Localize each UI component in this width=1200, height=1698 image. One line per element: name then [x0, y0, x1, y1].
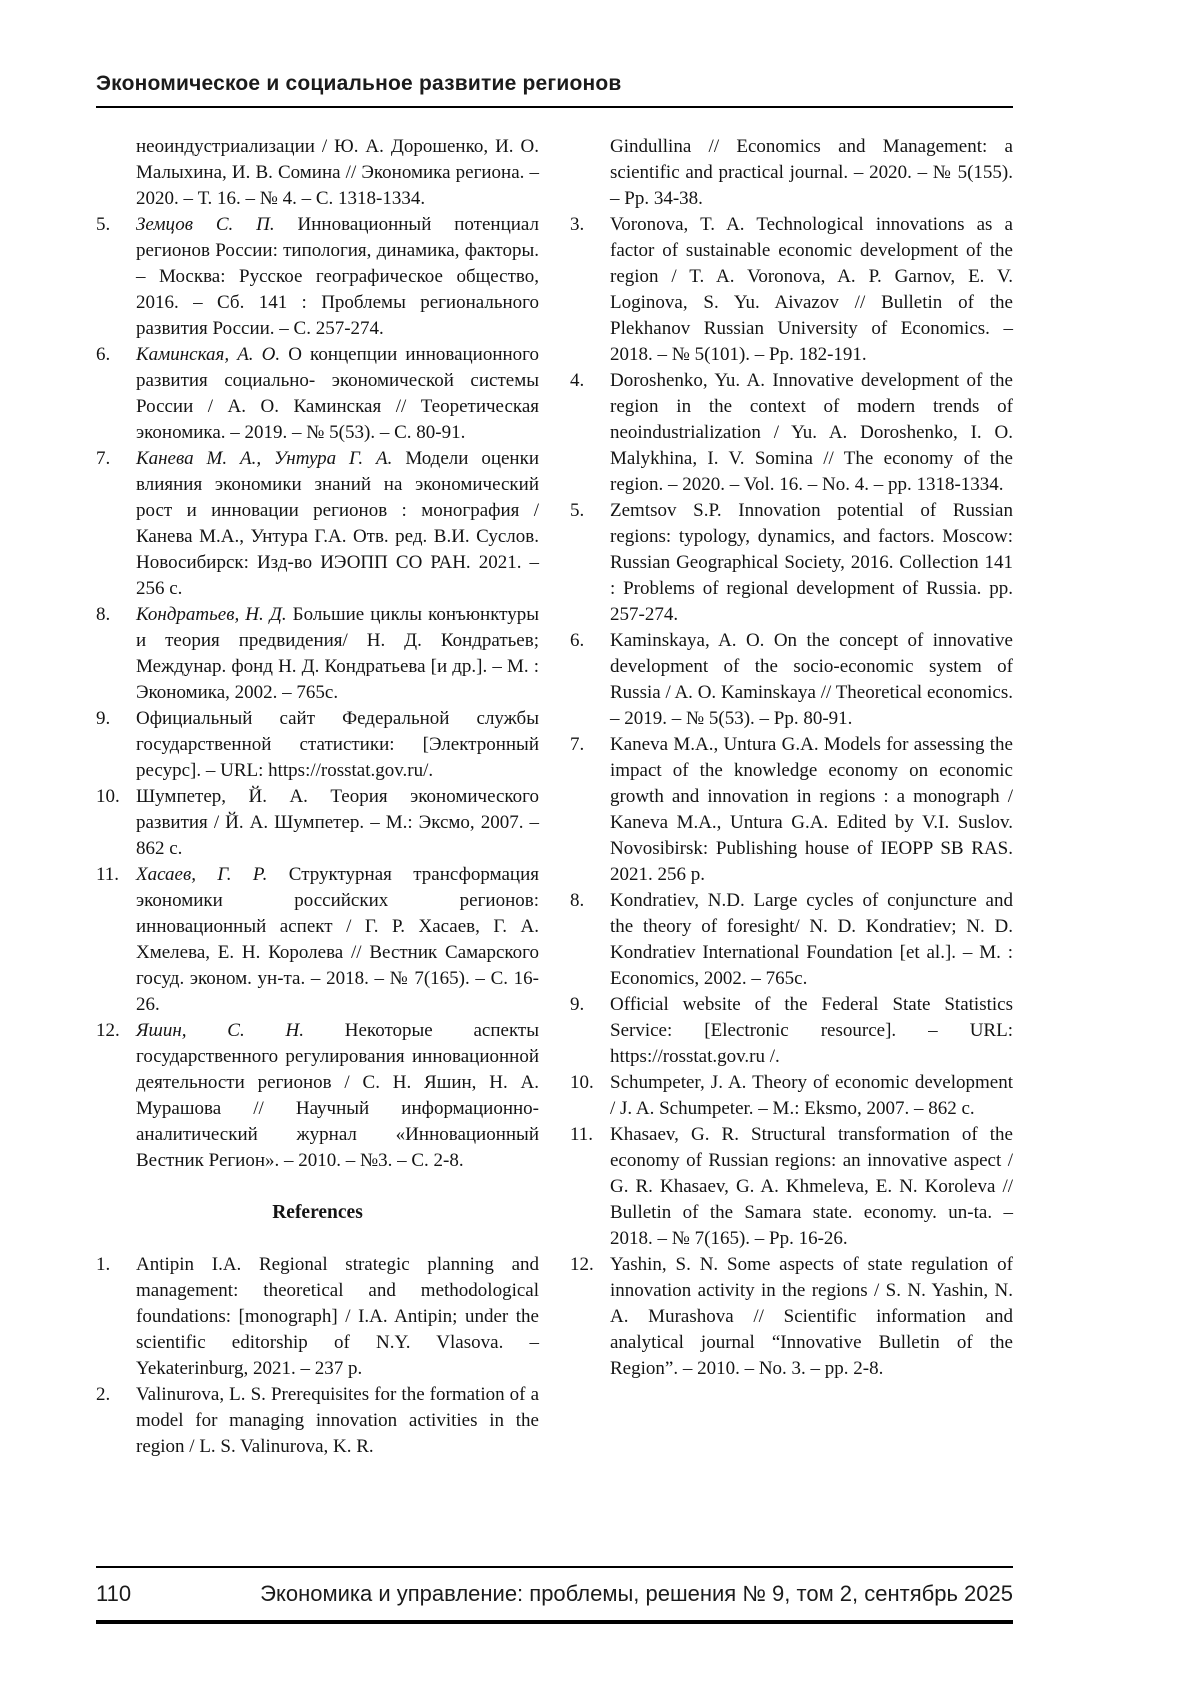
right-column: [570, 134, 1013, 1460]
reference-number: 12.: [570, 1254, 594, 1275]
reference-body: [610, 498, 1013, 628]
reference-text: Kaneva M.A., Untura G.A. Models for assessing the impact of the knowledge economy on economic growth and innovation in regions : a monograph / Kaneva M.A., Untura G.A. Edited by V.I. Suslov. Novosibirsk: Publishing house of IEOPP SB RAS. 2021. 256 p.: [610, 734, 1013, 885]
reference-number: 4.: [570, 370, 585, 391]
reference-number: 5.: [570, 500, 585, 521]
reference-number: 8.: [570, 890, 585, 911]
reference-body: [610, 628, 1013, 732]
reference-item: [570, 732, 1013, 888]
reference-item: [96, 342, 539, 446]
reference-text: Valinurova, L. S. Prerequisites for the formation of a model for managing innovation activities in the region / L. S. Valinurova, K. R.: [136, 1384, 539, 1457]
reference-item: [570, 888, 1013, 992]
reference-item: [96, 446, 539, 602]
reference-text: Большие циклы конъюнктуры и теория предвидения/ Н. Д. Кондратьев; Междунар. фонд Н. Д. Кондратьева [и др.]. – М. : Экономика, 2002. – 765с.: [136, 604, 539, 703]
reference-text: Zemtsov S.P. Innovation potential of Russian regions: typology, dynamics, and factors. Moscow: Russian Geographical Society, 2016. Collection 141 : Problems of regional development of Russia. pp. 257-274.: [610, 500, 1013, 625]
reference-text: Официальный сайт Федеральной службы государственной статистики: [Электронный ресурс]. – URL: https://rosstat.gov.ru/.: [136, 708, 539, 781]
reference-number: 5.: [96, 214, 111, 235]
reference-body: [610, 1252, 1013, 1382]
reference-text: О концепции инновационного развития социально- экономической системы России / А. О. Каминская // Теоретическая экономика. – 2019. – № 5(53). – С. 80-91.: [136, 344, 540, 443]
header-rule: [96, 106, 1013, 108]
reference-body: [610, 732, 1013, 888]
reference-author: Канева М. А., Унтура Г. А.: [136, 448, 393, 469]
reference-text: Инновационный потенциал регионов России: типология, динамика, факторы. – Москва: Русское географическое общество, 2016. – Сб. 141 : Проблемы регионального развития России. – С. 257-274.: [136, 214, 539, 339]
reference-number: 7.: [96, 448, 111, 469]
reference-text: Шумпетер, Й. А. Теория экономического развития / Й. А. Шумпетер. – М.: Эксмо, 2007. – 862 с.: [136, 786, 539, 859]
footer-row: [96, 1568, 1013, 1620]
reference-number: 6.: [570, 630, 585, 651]
reference-body: [136, 602, 539, 706]
reference-item: [570, 1122, 1013, 1252]
reference-item: [570, 628, 1013, 732]
reference-item: [570, 498, 1013, 628]
reference-author: Хасаев, Г. Р.: [136, 864, 268, 885]
reference-author: Кондратьев, Н. Д.: [136, 604, 287, 625]
running-head-title: Экономическое и социальное развитие регионов: [96, 72, 622, 95]
reference-text: Kondratiev, N.D. Large cycles of conjuncture and the theory of foresight/ N. D. Kondratiev; N. D. Kondratiev International Foundation [et al.]. – M. : Economics, 2002. – 765с.: [610, 890, 1013, 989]
reference-body: [136, 1252, 539, 1382]
reference-text: Voronova, T. A. Technological innovations as a factor of sustainable economic development of the region / T. A. Voronova, A. P. Garnov, E. V. Loginova, S. Yu. Aivazov // Bulletin of the Plekhanov Russian University of Economics. – 2018. – № 5(101). – Pp. 182-191.: [610, 214, 1013, 365]
footer-rule-bottom: [96, 1620, 1013, 1624]
reference-body: [136, 212, 539, 342]
reference-body: [136, 1018, 539, 1174]
reference-text: Official website of the Federal State Statistics Service: [Electronic resource]. – URL: https://rosstat.gov.ru /.: [610, 994, 1013, 1067]
reference-item: [570, 1070, 1013, 1122]
reference-item: [96, 862, 539, 1018]
reference-number: 7.: [570, 734, 585, 755]
reference-text: Kaminskaya, A. O. On the concept of innovative development of the socio-economic system of Russia / A. O. Kaminskaya // Theoretical economics. – 2019. – № 5(53). – Pp. 80-91.: [610, 630, 1013, 729]
reference-body: [610, 368, 1013, 498]
reference-text: Khasaev, G. R. Structural transformation of the economy of Russian regions: an innovative aspect / G. R. Khasaev, G. A. Khmeleva, E. N. Koroleva // Bulletin of the Samara state. economy. un-ta. – 2018. – № 7(165). – Pp. 16-26.: [610, 1124, 1013, 1249]
reference-author: Яшин, С. Н.: [136, 1020, 304, 1041]
reference-number: 10.: [96, 786, 120, 807]
reference-number: 6.: [96, 344, 111, 365]
reference-text: Yashin, S. N. Some aspects of state regulation of innovation activity in the regions / S. N. Yashin, N. A. Murashova // Scientific information and analytical journal “Innovative Bulletin of the Region”. – 2010. – No. 3. – pp. 2-8.: [610, 1254, 1013, 1379]
page-number: 110: [96, 1581, 132, 1606]
english-references: [96, 1252, 539, 1460]
reference-body: [136, 342, 539, 446]
reference-item: [96, 212, 539, 342]
reference-number: 9.: [96, 708, 111, 729]
reference-item: [570, 992, 1013, 1070]
reference-text: Antipin I.A. Regional strategic planning and management: theoretical and methodological foundations: [monograph] / I.A. Antipin; under the scientific editorship of N.Y. Vlasova. – Yekaterinburg, 2021. – 237 p.: [136, 1254, 539, 1379]
reference-text: Некоторые аспекты государственного регулирования инновационной деятельности регионов / С. Н. Яшин, Н. А. Мурашова // Научный информационно-аналитический журнал «Инновационный Вестник Регион». – 2010. – №3. – С. 2-8.: [136, 1020, 540, 1171]
reference-body: [610, 212, 1013, 368]
reference-body: [136, 446, 539, 602]
reference-item: [96, 602, 539, 706]
page-header: [0, 0, 1200, 108]
reference-number: 11.: [96, 864, 120, 885]
reference-body: [136, 784, 539, 862]
reference-body: [136, 1382, 539, 1460]
reference-author: Каминская, А. О.: [136, 344, 281, 365]
page-footer: [96, 1566, 1013, 1624]
reference-item: [570, 1252, 1013, 1382]
reference-item: [96, 1252, 539, 1382]
reference-number: 3.: [570, 214, 585, 235]
journal-info: Экономика и управление: проблемы, решения № 9, том 2, сентябрь 2025: [260, 1581, 1013, 1606]
reference-continuation: неоиндустриализации / Ю. А. Дорошенко, И. О. Малыхина, И. В. Сомина // Экономика региона. – 2020. – Т. 16. – № 4. – С. 1318-1334.: [136, 136, 539, 209]
reference-item: [570, 212, 1013, 368]
reference-text: Структурная трансформация экономики российских регионов: инновационный аспект / Г. Р. Хасаев, Г. А. Хмелева, Е. Н. Королева // Вестник Самарского госуд. эконом. ун-та. – 2018. – № 7(165). – С. 16-26.: [136, 864, 539, 1015]
reference-body: [610, 1070, 1013, 1122]
reference-number: 11.: [570, 1124, 594, 1145]
reference-number: 9.: [570, 994, 585, 1015]
reference-author: Земцов С. П.: [136, 214, 275, 235]
reference-item: [570, 368, 1013, 498]
reference-item: [96, 1382, 539, 1460]
page-body: [0, 134, 1200, 1460]
reference-body: [610, 1122, 1013, 1252]
reference-body: [136, 862, 539, 1018]
reference-body: [610, 888, 1013, 992]
reference-text: Schumpeter, J. A. Theory of economic development / J. A. Schumpeter. – M.: Eksmo, 2007. – 862 с.: [610, 1072, 1013, 1119]
reference-item: [96, 706, 539, 784]
reference-body: [136, 706, 539, 784]
reference-text: Модели оценки влияния экономики знаний на экономический рост и инновации регионов : монография / Канева М.А., Унтура Г.А. Отв. ред. В.И. Суслов. Новосибирск: Изд-во ИЭОПП СО РАН. 2021. – 256 с.: [136, 448, 539, 599]
reference-number: 8.: [96, 604, 111, 625]
reference-number: 2.: [96, 1384, 111, 1405]
reference-body: [610, 992, 1013, 1070]
reference-item: [96, 784, 539, 862]
reference-item: [96, 1018, 539, 1174]
reference-continuation: Gindullina // Economics and Management: a scientific and practical journal. – 2020. – № 5(155). – Pp. 34-38.: [610, 136, 1013, 209]
reference-number: 12.: [96, 1020, 120, 1041]
reference-number: 10.: [570, 1072, 594, 1093]
reference-text: Doroshenko, Yu. A. Innovative development of the region in the context of modern trends of neoindustrialization / Yu. A. Doroshenko, I. O. Malykhina, I. V. Somina // The economy of the region. – 2020. – Vol. 16. – No. 4. – pp. 1318-1334.: [610, 370, 1013, 495]
reference-number: 1.: [96, 1254, 111, 1275]
left-column: [96, 134, 539, 1460]
references-heading: References: [272, 1202, 363, 1223]
